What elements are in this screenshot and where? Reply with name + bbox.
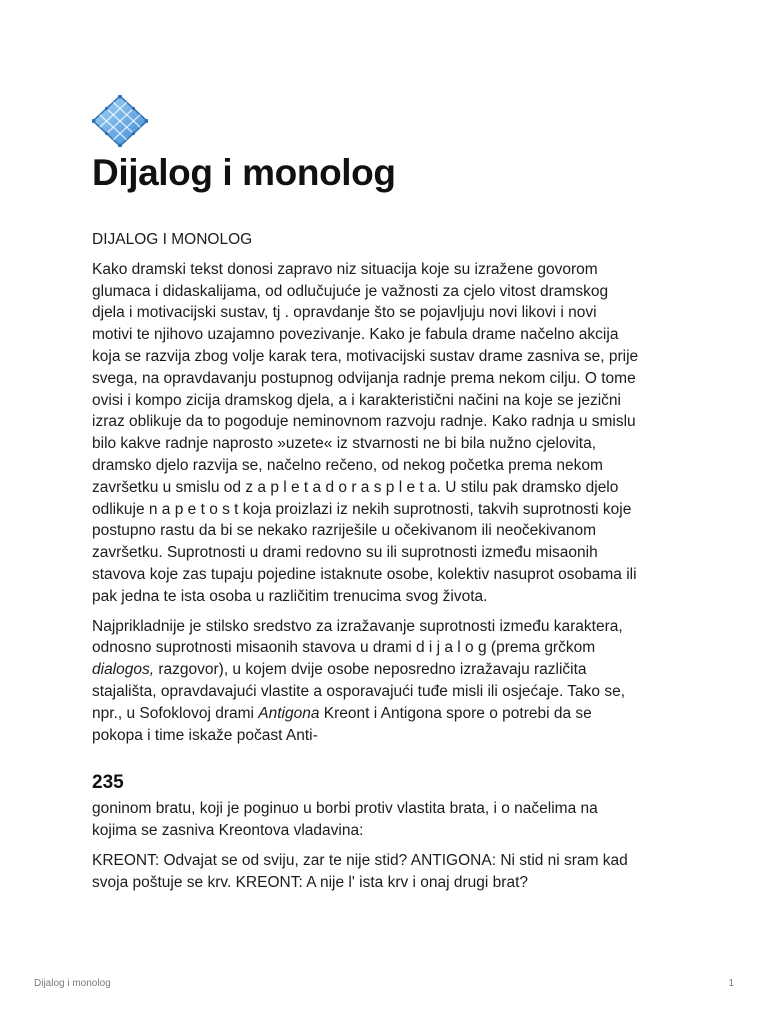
paragraph: [92, 616, 692, 747]
dialogue-quote: KREONT: Odvajat se od sviju, zar te nije stid? ANTIGONA: Ni stid ni sram kad svoja poštuje se krv. KREONT: A nije l' ista krv i onaj drugi brat?: [92, 851, 628, 891]
paragraph: goninom bratu, koji je poginuo u borbi protiv vlastita brata, i o načelima na kojima se zasniva Kreontova vladavina:: [92, 800, 598, 840]
paragraph-text: Najprikladnije je stilsko sredstvo za izražavanje suprotnosti između karaktera, odnosno suprotnosti misaonih stavova u drami d i j a l o g (prema grčkom: [92, 617, 623, 657]
section-subtitle: DIJALOG I MONOLOG: [92, 231, 253, 248]
document-title: Dijalog i monolog: [92, 152, 396, 193]
footer-page-number: 1: [728, 978, 734, 989]
italic-title: Antigona: [258, 704, 320, 722]
document-body: [92, 229, 692, 894]
paragraph: Kako dramski tekst donosi zapravo niz situacija koje su izražene govorom glumaca i didaskalijama, od odlučujuće je važnosti za cjelo vitost dramskog djela i motivacijski sustav, tj . opravdanje što se pojavljuju novi likovi i novi motivi te njihovo uzajamno povezivanje. Kako je fabula drame načelno akcija koja se razvija zbog volje karak tera, motivacijski sustav drame zasniva se, prije svega, na opravdavanju postupnog odvijanja radnje prema nekom cilju. O tome ovisi i kompo zicija dramskog djela, a i karakteristični načini na koje se jezični izraz oblikuje da to pogoduje neminovnom razvoju radnje. Kako radnja u smislu bilo kakve radnje naprosto »uzete« iz stvarnosti ne bi bila nužno cjelovita, dramsko djelo razvija se, načelno rečeno, od nekog početka prema nekom završetku u smislu od z a p l e t a d o r a s p l e t a. U stilu pak dramsko djelo odlikuje n a p e t o s t koja proizlazi iz nekih suprotnosti, takvih suprotnosti koje postupno rastu da bi se nekako razriješile u očekivanom ili neočekivanom završetku. Suprotnosti u drami redovno su ili suprotnosti između misaonih stavova koje zas tupaju pojedine istaknute osobe, kolektiv nasuprot osobama ili pak jedna te ista osoba u različitim trenucima svog života.: [92, 260, 639, 605]
paragraph-text: razgovor), u kojem dvije osobe neposredno izražavaju različita stajališta, opravdavajući vlastite a osporavajući tuđe misli ili osjećaje. Tako se, npr., u Sofoklovoj drami: [92, 661, 626, 722]
footer-title: Dijalog i monolog: [34, 978, 111, 989]
blue-diamond-grid-icon: [92, 95, 148, 147]
italic-term: dialogos,: [92, 661, 155, 679]
page-marker: 235: [92, 772, 124, 794]
paragraph-text: Kreont i Antigona spore o potrebi da se pokopa i time iskaže počast Anti-: [92, 704, 592, 744]
